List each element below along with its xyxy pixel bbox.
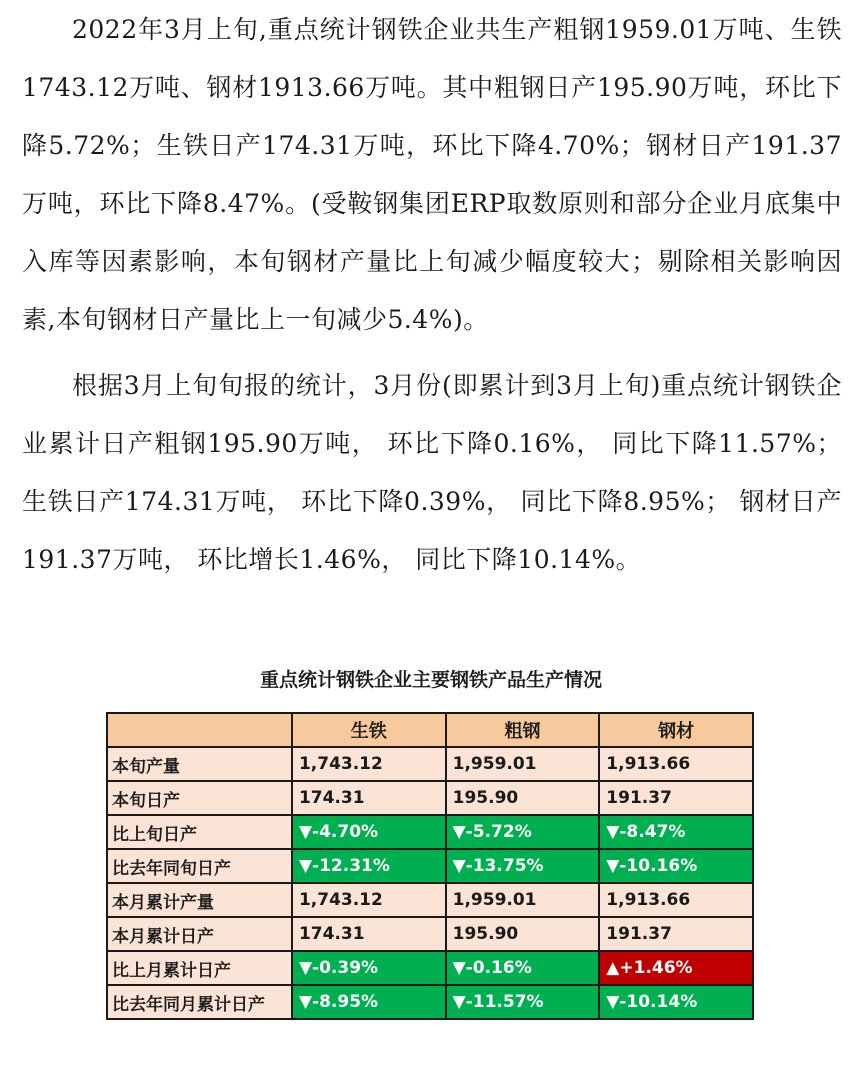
table-cell: ▲+1.46%	[599, 951, 753, 985]
row-label: 本旬日产	[107, 781, 292, 815]
table-cell: ▼-8.95%	[292, 985, 446, 1019]
table-row	[107, 849, 753, 883]
table-header-row	[107, 713, 753, 747]
table-cell: ▼-12.31%	[292, 849, 446, 883]
table-row	[107, 815, 753, 849]
table-cell: ▼-0.39%	[292, 951, 446, 985]
table-row	[107, 951, 753, 985]
table-cell: 1,913.66	[599, 883, 753, 917]
table-cell: 195.90	[446, 781, 600, 815]
table-cell: 191.37	[599, 781, 753, 815]
header-steel-products: 钢材	[599, 713, 753, 747]
table-cell: 1,743.12	[292, 883, 446, 917]
table-cell: 191.37	[599, 917, 753, 951]
row-label: 比上旬日产	[107, 815, 292, 849]
row-label: 本旬产量	[107, 747, 292, 781]
production-table	[106, 712, 754, 1020]
table-row	[107, 781, 753, 815]
row-label: 本月累计日产	[107, 917, 292, 951]
table-row	[107, 917, 753, 951]
table-cell: ▼-8.47%	[599, 815, 753, 849]
table-title: 重点统计钢铁企业主要钢铁产品生产情况	[259, 669, 602, 691]
header-pig-iron: 生铁	[292, 713, 446, 747]
table-cell: ▼-10.16%	[599, 849, 753, 883]
table-cell: 174.31	[292, 917, 446, 951]
header-corner	[107, 713, 292, 747]
paragraph-1: 2022年3月上旬,重点统计钢铁企业共生产粗钢1959.01万吨、生铁1743.12万吨、钢材1913.66万吨。其中粗钢日产195.90万吨，环比下降5.72%；生铁日产174.31万吨，环比下降4.70%；钢材日产191.37万吨，环比下降8.47%。(受鞍钢集团ERP取数原则和部分企业月底集中入库等因素影响，本旬钢材产量比上旬减少幅度较大；剔除相关影响因素,本旬钢材日产量比上一旬减少5.4%)。	[22, 15, 842, 334]
table-cell: 1,743.12	[292, 747, 446, 781]
table-cell: ▼-13.75%	[446, 849, 600, 883]
table-cell: ▼-4.70%	[292, 815, 446, 849]
paragraph-2: 根据3月上旬旬报的统计，3月份(即累计到3月上旬)重点统计钢铁企业累计日产粗钢195.90万吨， 环比下降0.16%， 同比下降11.57%； 生铁日产174.31万吨， 环比下降0.39%， 同比下降8.95%； 钢材日产 191.37万吨， 环比增长1.46%， 同比下降10.14%。	[22, 371, 842, 574]
table-cell: 1,959.01	[446, 747, 600, 781]
table-cell: ▼-0.16%	[446, 951, 600, 985]
table-cell: ▼-5.72%	[446, 815, 600, 849]
table-row	[107, 985, 753, 1019]
table-cell: 1,913.66	[599, 747, 753, 781]
row-label: 比去年同旬日产	[107, 849, 292, 883]
row-label: 比去年同月累计日产	[107, 985, 292, 1019]
header-crude-steel: 粗钢	[446, 713, 600, 747]
table-row	[107, 747, 753, 781]
table-cell: ▼-11.57%	[446, 985, 600, 1019]
row-label: 比上月累计日产	[107, 951, 292, 985]
table-row	[107, 883, 753, 917]
row-label: 本月累计产量	[107, 883, 292, 917]
table-cell: 195.90	[446, 917, 600, 951]
table-cell: ▼-10.14%	[599, 985, 753, 1019]
table-cell: 174.31	[292, 781, 446, 815]
table-cell: 1,959.01	[446, 883, 600, 917]
